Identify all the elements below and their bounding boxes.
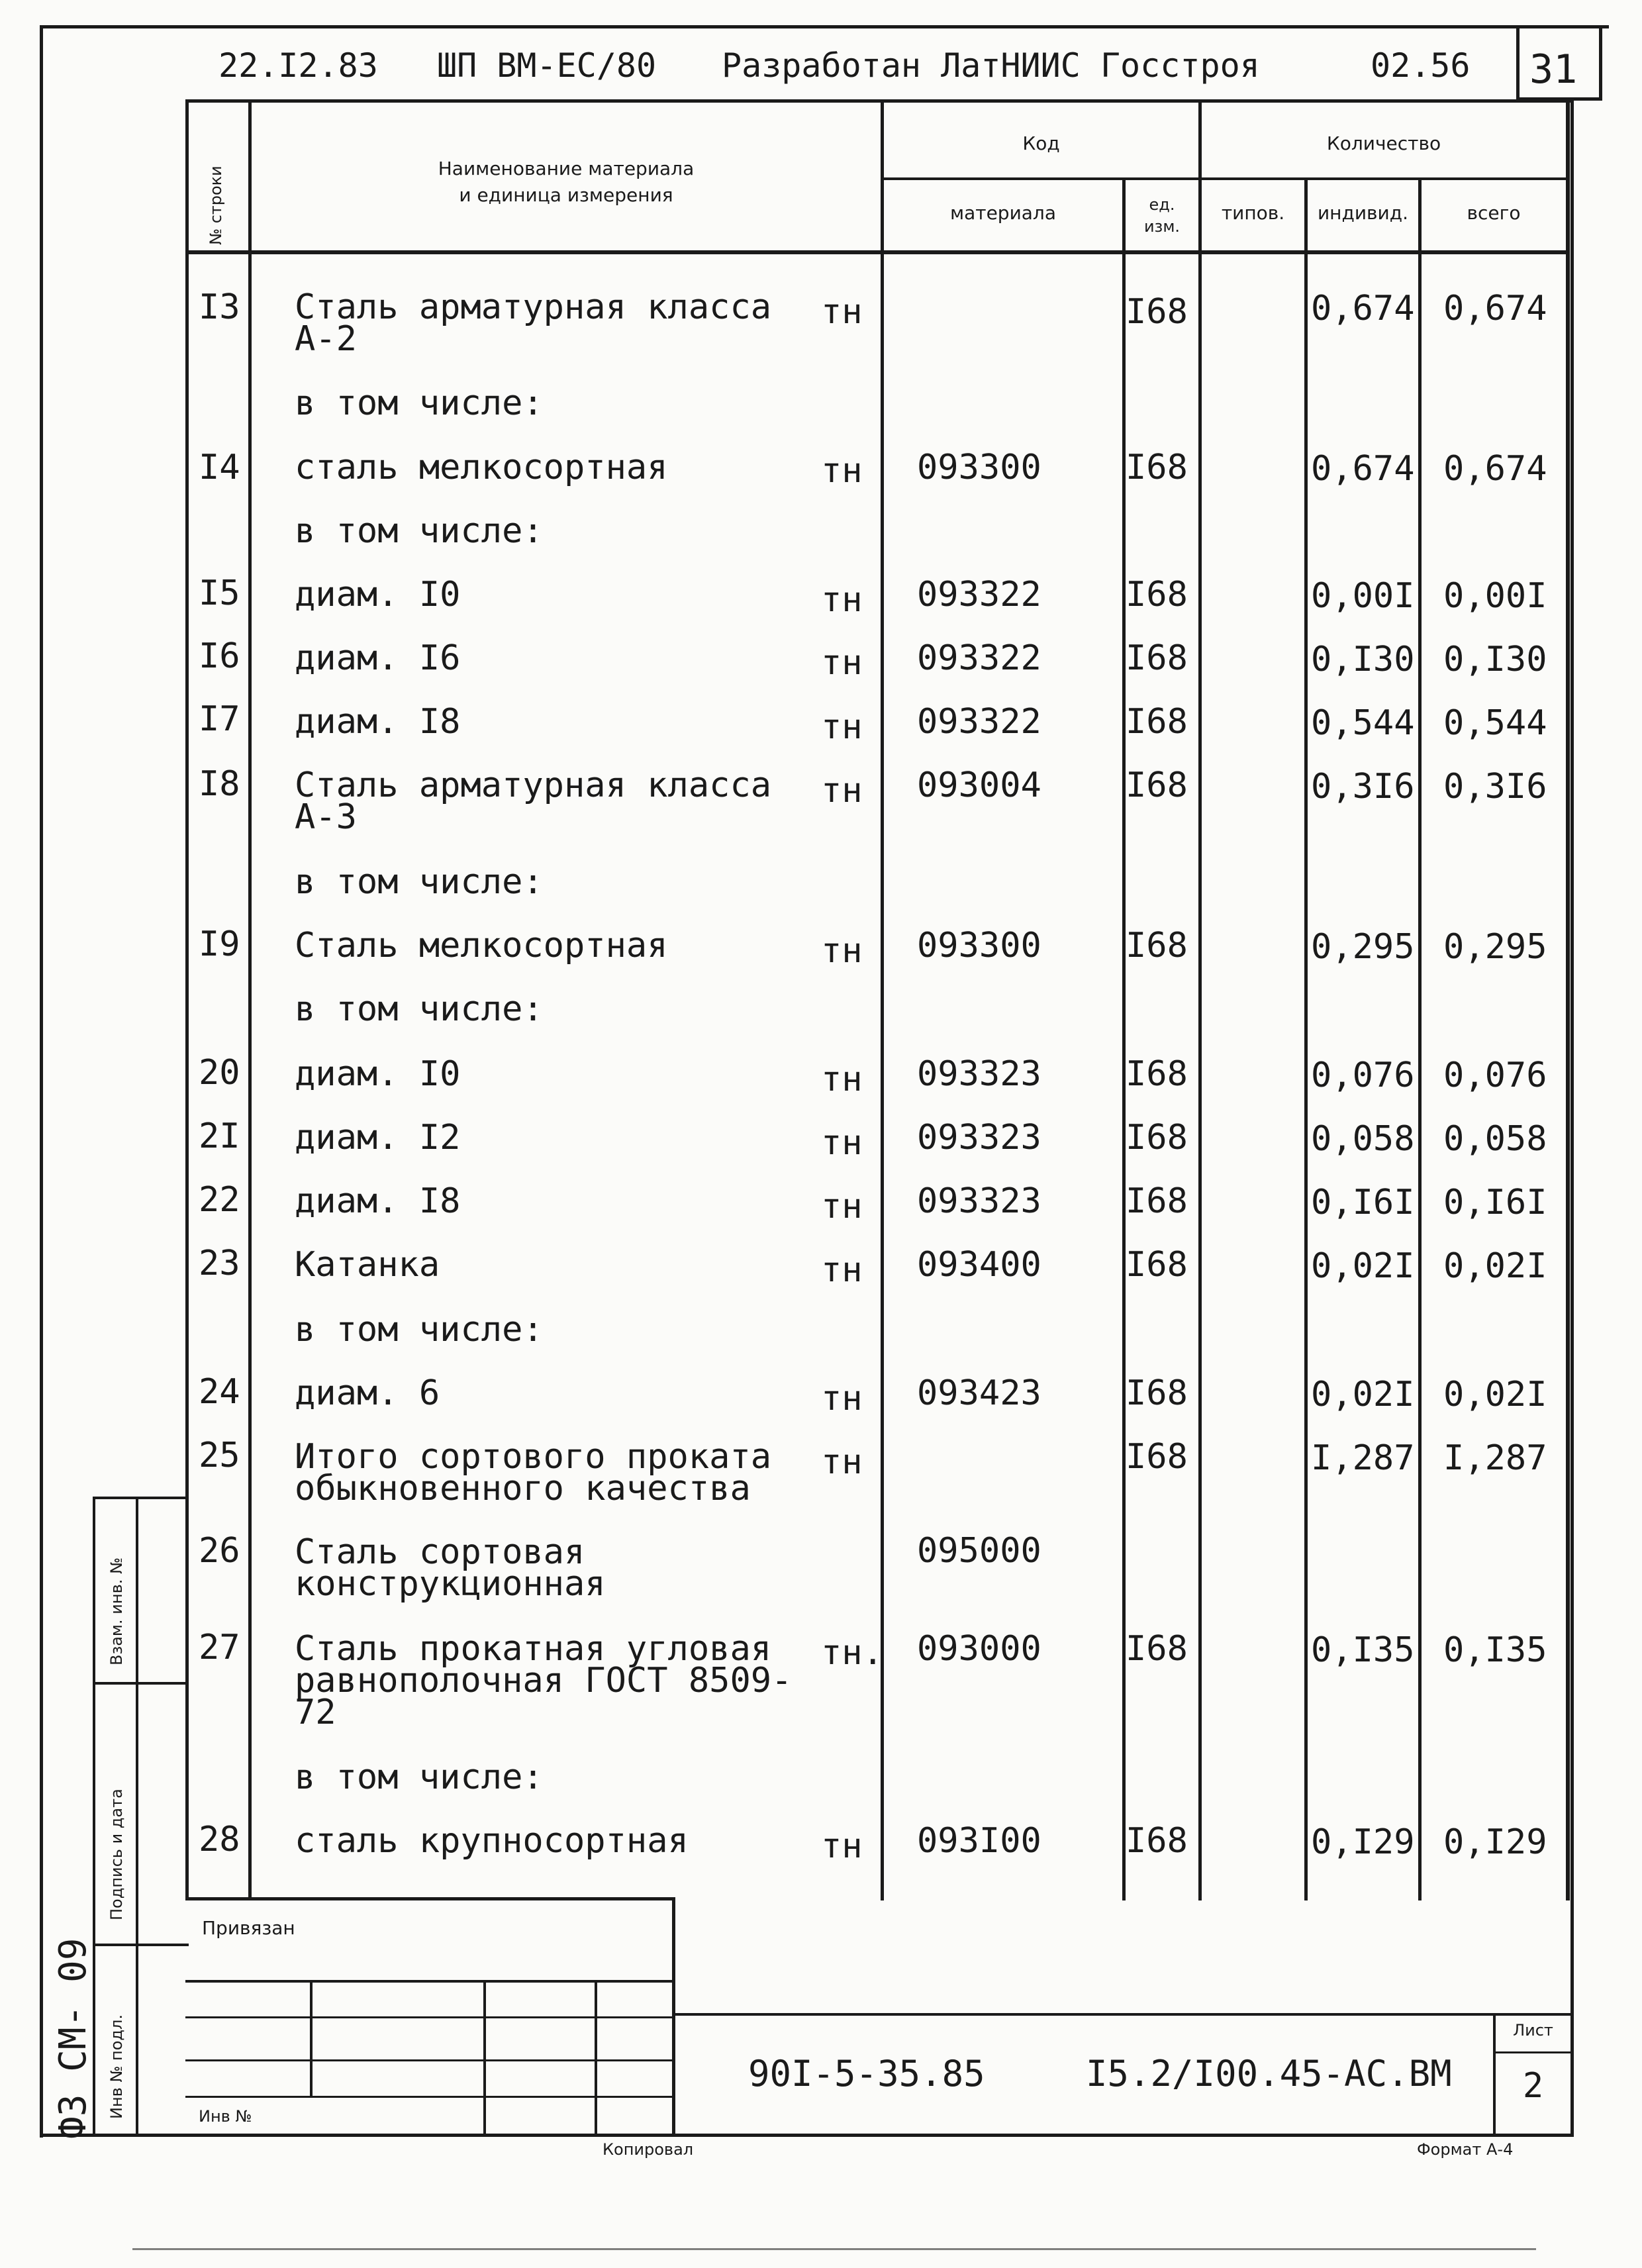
row-name: Сталь сортовая конструкционная bbox=[295, 1532, 606, 1604]
stamp-doc2: I5.2/I00.45-АС.ВМ bbox=[1086, 2053, 1452, 2095]
col-header-typical: типов. bbox=[1221, 202, 1285, 224]
header-date: 22.I2.83 bbox=[218, 46, 378, 85]
row-individual: 0,058 bbox=[1311, 1119, 1415, 1159]
col-line-name bbox=[881, 99, 884, 1900]
row-name: в том числе: bbox=[295, 383, 544, 423]
row-no: 2I bbox=[199, 1116, 240, 1156]
row-ucode: I68 bbox=[1126, 638, 1188, 678]
stamp-attached: Привязан bbox=[202, 1917, 295, 1939]
row-total: 0,3I6 bbox=[1443, 767, 1547, 807]
row-no: 26 bbox=[199, 1531, 240, 1571]
row-code: 093004 bbox=[917, 765, 1041, 805]
row-total: 0,544 bbox=[1443, 703, 1547, 743]
header-code: 02.56 bbox=[1371, 46, 1471, 85]
row-individual: 0,674 bbox=[1311, 289, 1415, 328]
row-no: 23 bbox=[199, 1244, 240, 1283]
row-unit: тн bbox=[821, 1250, 863, 1290]
row-name: в том числе: bbox=[295, 1310, 544, 1350]
col-line-unit bbox=[1198, 99, 1202, 1900]
frame-bottom bbox=[40, 2134, 1574, 2137]
subheader-line bbox=[881, 177, 1569, 180]
col-header-total: всего bbox=[1467, 202, 1521, 224]
row-unit: тн bbox=[821, 1826, 863, 1866]
row-code: 093322 bbox=[917, 702, 1041, 742]
row-ucode: I68 bbox=[1126, 292, 1188, 332]
row-no: 27 bbox=[199, 1628, 240, 1667]
row-no: I6 bbox=[199, 636, 240, 676]
footer-copied: Копировал bbox=[603, 2140, 694, 2159]
row-name: диам. I6 bbox=[295, 638, 461, 678]
row-individual: 0,02I bbox=[1311, 1246, 1415, 1286]
stamp-title-top bbox=[675, 2013, 1570, 2016]
row-name: диам. I8 bbox=[295, 1181, 461, 1221]
row-unit: тн bbox=[821, 451, 863, 491]
page-mark: 31 bbox=[1529, 46, 1578, 93]
row-total: 0,076 bbox=[1443, 1056, 1547, 1095]
row-code: 093400 bbox=[917, 1245, 1041, 1285]
header-developer: Разработан ЛатНИИС Госстроя bbox=[722, 46, 1260, 85]
side-sign-date: Подпись и дата bbox=[107, 1789, 126, 1920]
row-ucode: I68 bbox=[1126, 1821, 1188, 1861]
row-unit: тн bbox=[821, 931, 863, 971]
stamp-col-b bbox=[483, 1980, 486, 2134]
row-no: 24 bbox=[199, 1372, 240, 1412]
row-name: диам. 6 bbox=[295, 1373, 440, 1413]
col-header-unit-1: ед. bbox=[1149, 195, 1175, 214]
row-ucode: I68 bbox=[1126, 575, 1188, 615]
stamp-inv-no: Инв № bbox=[199, 2107, 252, 2126]
footer-format: Формат А-4 bbox=[1417, 2140, 1514, 2159]
stamp-row-a bbox=[185, 1980, 675, 1983]
col-header-row-no: № строки bbox=[207, 166, 225, 245]
row-name: Сталь арматурная класса А-2 bbox=[295, 287, 772, 359]
row-total: 0,058 bbox=[1443, 1119, 1547, 1159]
stamp-row-c bbox=[185, 2059, 675, 2061]
row-ucode: I68 bbox=[1126, 1245, 1188, 1285]
row-name: диам. I8 bbox=[295, 702, 461, 742]
stamp-row-b bbox=[185, 2016, 675, 2018]
side-row-1 bbox=[93, 1682, 189, 1685]
row-unit: тн bbox=[821, 580, 863, 620]
table-left bbox=[185, 99, 189, 1897]
row-no: 28 bbox=[199, 1820, 240, 1859]
row-total: 0,02I bbox=[1443, 1246, 1547, 1286]
row-total: 0,295 bbox=[1443, 927, 1547, 967]
row-no: 25 bbox=[199, 1436, 240, 1475]
row-name: диам. I0 bbox=[295, 575, 461, 615]
row-code: 093322 bbox=[917, 638, 1041, 678]
header-sep bbox=[185, 250, 1569, 254]
row-ucode: I68 bbox=[1126, 1629, 1188, 1669]
row-individual: 0,544 bbox=[1311, 703, 1415, 743]
row-total: I,287 bbox=[1443, 1438, 1547, 1478]
row-code: 093323 bbox=[917, 1118, 1041, 1158]
row-total: 0,I30 bbox=[1443, 640, 1547, 679]
row-individual: 0,674 bbox=[1311, 449, 1415, 489]
table-top bbox=[185, 99, 1570, 103]
row-individual: 0,I35 bbox=[1311, 1630, 1415, 1670]
row-code: 093300 bbox=[917, 926, 1041, 965]
table-right bbox=[1566, 99, 1570, 1900]
row-ucode: I68 bbox=[1126, 1118, 1188, 1158]
row-unit: тн bbox=[821, 292, 863, 332]
row-unit: тн bbox=[821, 771, 863, 811]
row-name: в том числе: bbox=[295, 1757, 544, 1797]
row-no: I8 bbox=[199, 764, 240, 804]
row-unit: тн bbox=[821, 1379, 863, 1418]
side-col-mid bbox=[136, 1497, 138, 2134]
row-total: 0,I6I bbox=[1443, 1183, 1547, 1222]
row-no: 20 bbox=[199, 1053, 240, 1093]
row-individual: 0,295 bbox=[1311, 927, 1415, 967]
col-header-quantity: Количество bbox=[1326, 132, 1441, 154]
row-code: 093323 bbox=[917, 1181, 1041, 1221]
side-orig-inv: Инв № подл. bbox=[107, 2014, 126, 2119]
row-unit: тн bbox=[821, 1060, 863, 1099]
row-name: Итого сортового проката обыкновенного качества bbox=[295, 1437, 772, 1508]
row-ucode: I68 bbox=[1126, 702, 1188, 742]
row-name: Сталь мелкосортная bbox=[295, 926, 668, 965]
row-total: 0,00I bbox=[1443, 576, 1547, 616]
row-unit: тн bbox=[821, 643, 863, 683]
header-series: ШП ВМ-ЕС/80 bbox=[437, 46, 657, 85]
row-no: I9 bbox=[199, 924, 240, 964]
frame-right bbox=[1570, 99, 1574, 2136]
col-line-typ bbox=[1304, 177, 1308, 1900]
row-unit: тн bbox=[821, 1442, 863, 1482]
row-name: Сталь прокатная угловая равнополочная ГОСТ 8509-72 bbox=[295, 1629, 793, 1732]
row-unit: тн bbox=[821, 1187, 863, 1226]
row-ucode: I68 bbox=[1126, 1181, 1188, 1221]
stamp-col-a bbox=[310, 1980, 313, 2098]
col-line-ind bbox=[1418, 177, 1422, 1900]
stamp-row-d bbox=[185, 2096, 675, 2098]
row-code: 093I00 bbox=[917, 1821, 1041, 1861]
row-code: 093322 bbox=[917, 575, 1041, 615]
row-individual: 0,I6I bbox=[1311, 1183, 1415, 1222]
row-name: сталь крупносортная bbox=[295, 1821, 689, 1861]
side-row-top bbox=[93, 1497, 189, 1499]
row-ucode: I68 bbox=[1126, 765, 1188, 805]
row-unit: тн bbox=[821, 707, 863, 747]
side-row-2 bbox=[93, 1944, 189, 1946]
row-unit: тн bbox=[821, 1123, 863, 1163]
frame-left bbox=[40, 25, 43, 2138]
row-name: диам. I2 bbox=[295, 1118, 461, 1158]
col-header-code-material: материала bbox=[949, 202, 1056, 224]
col-header-individual: индивид. bbox=[1317, 202, 1409, 224]
row-code: 093000 bbox=[917, 1629, 1041, 1669]
row-total: 0,I29 bbox=[1443, 1822, 1547, 1862]
row-name: в том числе: bbox=[295, 989, 544, 1029]
stamp-top-left bbox=[185, 1897, 675, 1900]
side-stamp: Ф3 СМ- 09 bbox=[52, 1938, 95, 2139]
row-no: I4 bbox=[199, 448, 240, 487]
row-code: 093423 bbox=[917, 1373, 1041, 1413]
row-name: в том числе: bbox=[295, 862, 544, 902]
row-total: 0,674 bbox=[1443, 449, 1547, 489]
side-replace-inv: Взам. инв. № bbox=[107, 1557, 126, 1665]
row-no: I5 bbox=[199, 573, 240, 613]
row-no: I7 bbox=[199, 699, 240, 739]
row-code: 095000 bbox=[917, 1531, 1041, 1571]
row-ucode: I68 bbox=[1126, 926, 1188, 965]
row-ucode: I68 bbox=[1126, 1437, 1188, 1477]
row-ucode: I68 bbox=[1126, 1054, 1188, 1094]
frame-top bbox=[40, 25, 1609, 28]
row-unit: тн. bbox=[821, 1633, 883, 1673]
row-no: 22 bbox=[199, 1180, 240, 1220]
stamp-sheet-label: Лист bbox=[1513, 2021, 1553, 2040]
row-individual: 0,02I bbox=[1311, 1375, 1415, 1414]
row-code: 093300 bbox=[917, 448, 1041, 487]
row-individual: 0,3I6 bbox=[1311, 767, 1415, 807]
col-header-name-line1: Наименование материала bbox=[438, 158, 695, 179]
row-name: Катанка bbox=[295, 1245, 440, 1285]
stamp-col-c bbox=[595, 1980, 597, 2134]
row-code: 093323 bbox=[917, 1054, 1041, 1094]
stamp-sheet-no: 2 bbox=[1522, 2066, 1544, 2106]
row-individual: 0,00I bbox=[1311, 576, 1415, 616]
row-total: 0,02I bbox=[1443, 1375, 1547, 1414]
row-individual: 0,076 bbox=[1311, 1056, 1415, 1095]
row-total: 0,I35 bbox=[1443, 1630, 1547, 1670]
row-name: диам. I0 bbox=[295, 1054, 461, 1094]
row-name: сталь мелкосортная bbox=[295, 448, 668, 487]
row-no: I3 bbox=[199, 287, 240, 327]
row-total: 0,674 bbox=[1443, 289, 1547, 328]
stamp-sheet-sep bbox=[1493, 2051, 1570, 2053]
stamp-doc1: 90I-5-35.85 bbox=[748, 2053, 985, 2095]
row-ucode: I68 bbox=[1126, 1373, 1188, 1413]
col-header-unit-2: изм. bbox=[1143, 217, 1181, 236]
row-name: в том числе: bbox=[295, 511, 544, 551]
row-name: Сталь арматурная класса А-3 bbox=[295, 765, 772, 837]
scan-artifact-line bbox=[132, 2248, 1536, 2250]
col-line-no bbox=[248, 99, 252, 1897]
col-header-name-line2: и единица измерения bbox=[459, 184, 673, 206]
row-individual: I,287 bbox=[1311, 1438, 1415, 1478]
row-ucode: I68 bbox=[1126, 448, 1188, 487]
col-header-code: Код bbox=[1022, 132, 1060, 154]
row-individual: 0,I29 bbox=[1311, 1822, 1415, 1862]
row-individual: 0,I30 bbox=[1311, 640, 1415, 679]
